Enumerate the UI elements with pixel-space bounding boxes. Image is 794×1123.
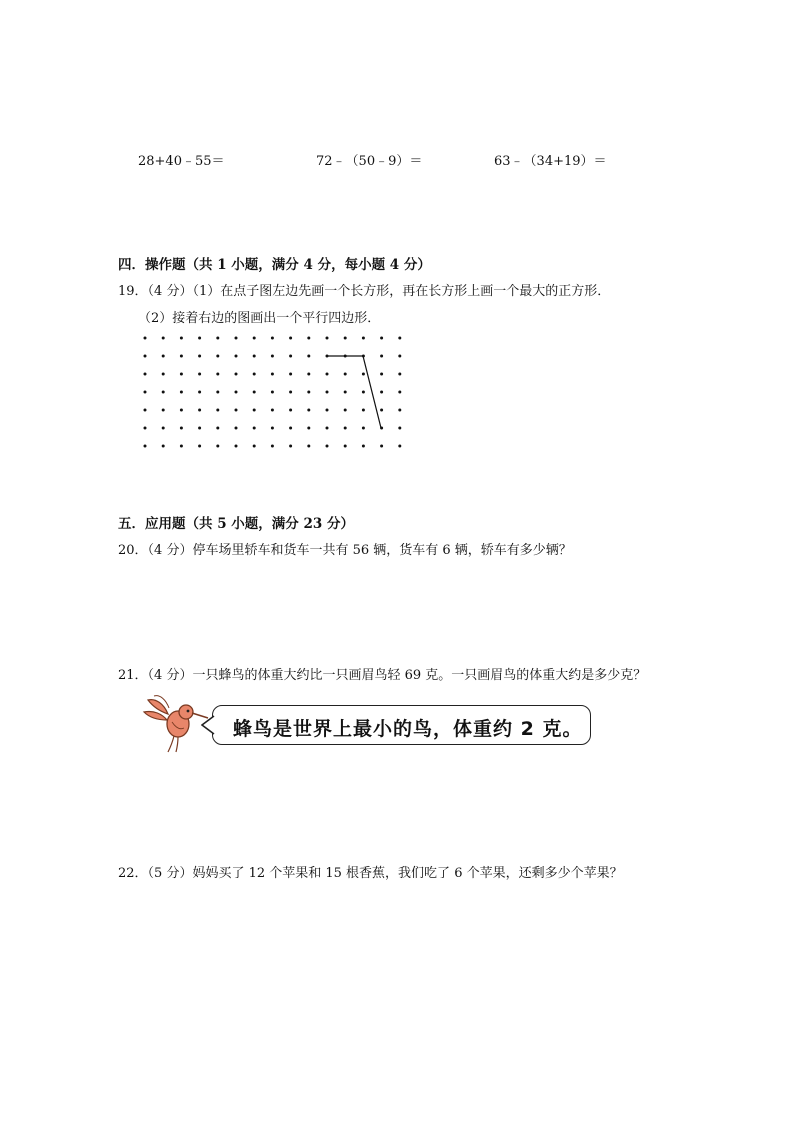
grid-dot bbox=[344, 391, 347, 394]
grid-dot bbox=[216, 355, 219, 358]
grid-dot bbox=[235, 427, 238, 430]
grid-dot bbox=[398, 355, 401, 358]
grid-dot bbox=[253, 409, 256, 412]
grid-dot bbox=[235, 409, 238, 412]
grid-dot bbox=[180, 373, 183, 376]
question-19-line1: 19．（4 分）（1）在点子图左边先画一个长方形，再在长方形上画一个最大的正方形． bbox=[118, 284, 611, 299]
grid-dot bbox=[198, 373, 201, 376]
grid-dot bbox=[344, 445, 347, 448]
grid-dot bbox=[180, 427, 183, 430]
grid-dot bbox=[362, 373, 365, 376]
dot-grid-dots bbox=[144, 337, 402, 448]
grid-dot bbox=[162, 427, 165, 430]
parallelogram-start-lines bbox=[326, 356, 381, 428]
grid-dot bbox=[144, 409, 147, 412]
grid-dot bbox=[235, 355, 238, 358]
grid-dot bbox=[253, 427, 256, 430]
grid-dot bbox=[271, 409, 274, 412]
grid-dot bbox=[253, 373, 256, 376]
grid-dot bbox=[235, 391, 238, 394]
grid-dot bbox=[307, 409, 310, 412]
grid-dot bbox=[162, 355, 165, 358]
expression-3: 63﹣（34+19）＝ bbox=[494, 154, 607, 169]
question-21: 21．（4 分）一只蜂鸟的体重大约比一只画眉鸟轻 69 克。一只画眉鸟的体重大约是多少克？ bbox=[118, 668, 647, 683]
grid-dot bbox=[289, 409, 292, 412]
grid-dot bbox=[271, 391, 274, 394]
grid-dot bbox=[235, 373, 238, 376]
grid-dot bbox=[271, 355, 274, 358]
grid-dot bbox=[307, 427, 310, 430]
grid-dot bbox=[162, 337, 165, 340]
grid-dot bbox=[271, 337, 274, 340]
grid-dot bbox=[307, 373, 310, 376]
grid-dot bbox=[253, 391, 256, 394]
grid-dot bbox=[307, 337, 310, 340]
grid-dot bbox=[398, 391, 401, 394]
grid-dot bbox=[362, 391, 365, 394]
expression-2: 72﹣（50﹣9）＝ bbox=[316, 154, 423, 169]
grid-dot bbox=[144, 391, 147, 394]
grid-dot bbox=[198, 409, 201, 412]
grid-dot bbox=[380, 391, 383, 394]
grid-dot bbox=[380, 337, 383, 340]
grid-dot bbox=[398, 445, 401, 448]
grid-dot bbox=[198, 337, 201, 340]
grid-dot bbox=[180, 355, 183, 358]
grid-dot bbox=[344, 427, 347, 430]
grid-dot bbox=[380, 355, 383, 358]
grid-dot bbox=[271, 427, 274, 430]
grid-dot bbox=[326, 391, 329, 394]
question-19-line2: （2）接着右边的图画出一个平行四边形． bbox=[138, 311, 381, 326]
grid-dot bbox=[362, 409, 365, 412]
grid-dot bbox=[253, 355, 256, 358]
dot-grid bbox=[130, 330, 420, 460]
speech-bubble bbox=[212, 705, 591, 745]
grid-dot bbox=[289, 355, 292, 358]
grid-dot bbox=[380, 445, 383, 448]
grid-dot bbox=[144, 355, 147, 358]
grid-dot bbox=[289, 427, 292, 430]
grid-dot bbox=[235, 445, 238, 448]
grid-dot bbox=[326, 427, 329, 430]
grid-dot bbox=[216, 445, 219, 448]
grid-dot bbox=[180, 409, 183, 412]
grid-dot bbox=[180, 391, 183, 394]
grid-dot bbox=[198, 391, 201, 394]
grid-dot bbox=[398, 409, 401, 412]
grid-dot bbox=[144, 445, 147, 448]
grid-dot bbox=[307, 355, 310, 358]
grid-dot bbox=[198, 427, 201, 430]
grid-dot bbox=[380, 409, 383, 412]
slanted-segment bbox=[363, 356, 381, 428]
speech-pointer bbox=[201, 715, 215, 735]
grid-dot bbox=[198, 445, 201, 448]
grid-dot bbox=[362, 427, 365, 430]
grid-dot bbox=[344, 409, 347, 412]
grid-dot bbox=[326, 409, 329, 412]
grid-dot bbox=[344, 373, 347, 376]
grid-dot bbox=[271, 373, 274, 376]
grid-dot bbox=[235, 337, 238, 340]
grid-dot bbox=[362, 445, 365, 448]
grid-dot bbox=[144, 337, 147, 340]
grid-dot bbox=[344, 337, 347, 340]
grid-dot bbox=[216, 409, 219, 412]
grid-dot bbox=[253, 445, 256, 448]
grid-dot bbox=[398, 337, 401, 340]
grid-dot bbox=[307, 391, 310, 394]
grid-dot bbox=[144, 427, 147, 430]
grid-dot bbox=[289, 445, 292, 448]
section4-heading: 四．操作题（共 1 小题，满分 4 分，每小题 4 分） bbox=[118, 257, 431, 273]
grid-dot bbox=[271, 445, 274, 448]
grid-dot bbox=[307, 445, 310, 448]
grid-dot bbox=[326, 373, 329, 376]
grid-dot bbox=[180, 337, 183, 340]
grid-dot bbox=[162, 409, 165, 412]
grid-dot bbox=[289, 391, 292, 394]
grid-dot bbox=[398, 427, 401, 430]
grid-dot bbox=[162, 391, 165, 394]
grid-dot bbox=[198, 355, 201, 358]
grid-dot bbox=[180, 445, 183, 448]
grid-dot bbox=[289, 337, 292, 340]
grid-dot bbox=[362, 337, 365, 340]
section5-heading: 五．应用题（共 5 小题，满分 23 分） bbox=[118, 516, 354, 532]
grid-dot bbox=[326, 445, 329, 448]
grid-dot bbox=[144, 373, 147, 376]
question-20: 20．（4 分）停车场里轿车和货车一共有 56 辆，货车有 6 辆，轿车有多少辆？ bbox=[118, 543, 572, 558]
expression-1: 28+40﹣55＝ bbox=[138, 154, 225, 169]
grid-dot bbox=[380, 373, 383, 376]
grid-dot bbox=[326, 337, 329, 340]
grid-dot bbox=[162, 373, 165, 376]
grid-dot bbox=[216, 427, 219, 430]
grid-dot bbox=[162, 445, 165, 448]
grid-dot bbox=[398, 373, 401, 376]
question-22: 22．（5 分）妈妈买了 12 个苹果和 15 根香蕉，我们吃了 6 个苹果，还剩多少个苹果？ bbox=[118, 866, 623, 881]
grid-dot bbox=[253, 337, 256, 340]
grid-dot bbox=[289, 373, 292, 376]
grid-dot bbox=[216, 391, 219, 394]
grid-dot bbox=[216, 337, 219, 340]
speech-text: 蜂鸟是世界上最小的鸟，体重约 2 克。 bbox=[233, 718, 583, 740]
grid-dot bbox=[216, 373, 219, 376]
